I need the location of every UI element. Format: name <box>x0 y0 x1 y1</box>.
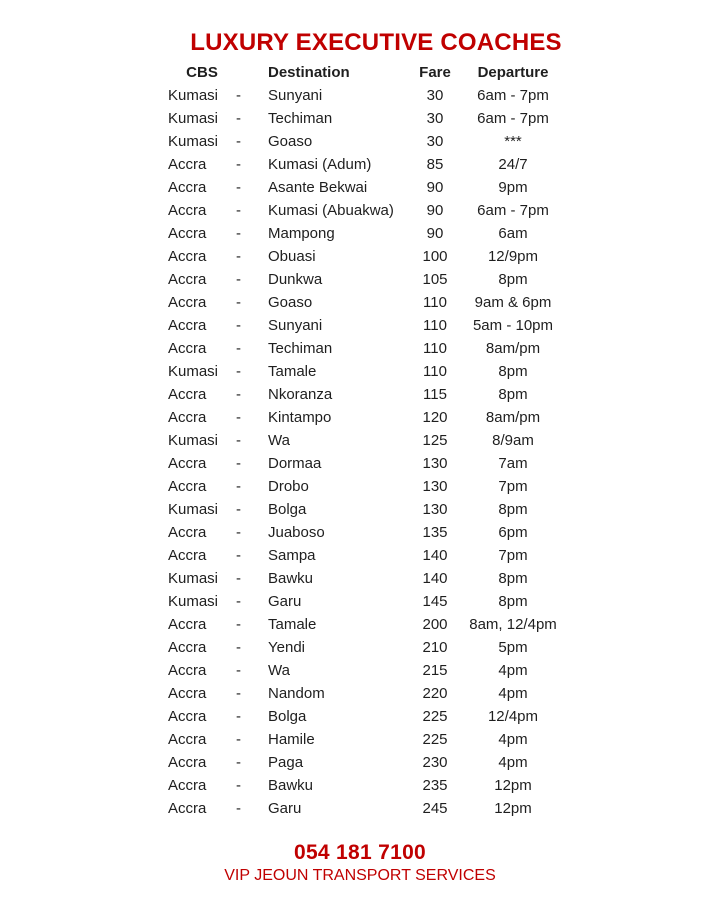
cell-destination: Goaso <box>268 133 313 150</box>
cell-cbs: Accra <box>168 409 207 426</box>
table-row <box>168 682 720 705</box>
table-row <box>168 452 720 475</box>
cell-departure: 6am <box>498 225 528 242</box>
cell-departure: 12/9pm <box>487 248 539 265</box>
cell-destination: Obuasi <box>268 248 316 265</box>
cell-departure: 8pm <box>498 501 528 518</box>
cell-fare: 215 <box>422 662 448 679</box>
cell-fare: 140 <box>422 547 448 564</box>
cell-cbs: Accra <box>168 317 207 334</box>
cell-separator: - <box>236 225 241 242</box>
cell-destination: Bolga <box>268 708 307 725</box>
cell-destination: Garu <box>268 593 302 610</box>
table-row <box>168 751 720 774</box>
cell-departure: 6pm <box>498 524 528 541</box>
cell-destination: Hamile <box>268 731 315 748</box>
table-row <box>168 613 720 636</box>
cell-separator: - <box>236 409 241 426</box>
cell-departure: 8am/pm <box>485 409 541 426</box>
cell-departure: 6am - 7pm <box>477 110 549 127</box>
cell-departure: 12pm <box>494 800 532 817</box>
header-destination: Destination <box>268 64 350 81</box>
cell-fare: 110 <box>423 317 447 334</box>
cell-destination: Techiman <box>268 340 333 357</box>
cell-fare: 100 <box>422 248 448 265</box>
company-name: VIP JEOUN TRANSPORT SERVICES <box>224 867 496 884</box>
cell-separator: - <box>236 455 241 472</box>
cell-fare: 115 <box>423 386 447 403</box>
cell-separator: - <box>236 271 241 288</box>
cell-cbs: Accra <box>168 156 207 173</box>
header-cbs: CBS <box>186 64 218 81</box>
cell-separator: - <box>236 800 241 817</box>
table-header-row <box>168 61 720 84</box>
cell-cbs: Accra <box>168 340 207 357</box>
table-row <box>168 774 720 797</box>
cell-fare: 210 <box>422 639 448 656</box>
cell-cbs: Accra <box>168 248 207 265</box>
header-departure: Departure <box>477 64 549 81</box>
cell-destination: Drobo <box>268 478 309 495</box>
cell-departure: 8pm <box>498 386 528 403</box>
cell-cbs: Accra <box>168 294 207 311</box>
cell-destination: Tamale <box>268 363 317 380</box>
cell-departure: 8/9am <box>492 432 534 449</box>
table-row <box>168 337 720 360</box>
cell-departure: 7am <box>498 455 528 472</box>
cell-separator: - <box>236 616 241 633</box>
cell-cbs: Accra <box>168 662 207 679</box>
cell-departure: 7pm <box>498 547 528 564</box>
cell-fare: 90 <box>426 225 444 242</box>
cell-fare: 220 <box>422 685 448 702</box>
cell-fare: 225 <box>422 708 448 725</box>
cell-separator: - <box>236 363 241 380</box>
cell-cbs: Kumasi <box>168 570 219 587</box>
cell-cbs: Accra <box>168 777 207 794</box>
cell-separator: - <box>236 432 241 449</box>
cell-destination: Kintampo <box>268 409 332 426</box>
cell-cbs: Accra <box>168 708 207 725</box>
table-row <box>168 406 720 429</box>
cell-separator: - <box>236 731 241 748</box>
cell-departure: 8am/pm <box>485 340 541 357</box>
cell-separator: - <box>236 685 241 702</box>
cell-destination: Yendi <box>268 639 305 656</box>
cell-destination: Juaboso <box>268 524 325 541</box>
cell-destination: Dunkwa <box>268 271 323 288</box>
cell-fare: 130 <box>422 455 448 472</box>
table-row <box>168 291 720 314</box>
cell-separator: - <box>236 294 241 311</box>
cell-departure: 4pm <box>498 731 528 748</box>
table-row <box>168 268 720 291</box>
cell-separator: - <box>236 662 241 679</box>
cell-fare: 30 <box>426 110 444 127</box>
table-row <box>168 84 720 107</box>
cell-fare: 245 <box>422 800 448 817</box>
cell-separator: - <box>236 340 241 357</box>
cell-departure: 6am - 7pm <box>477 87 549 104</box>
cell-departure: 12pm <box>494 777 532 794</box>
table-row <box>168 107 720 130</box>
table-row <box>168 360 720 383</box>
cell-cbs: Kumasi <box>168 501 219 518</box>
cell-fare: 235 <box>422 777 448 794</box>
cell-departure: 4pm <box>498 662 528 679</box>
table-row <box>168 590 720 613</box>
cell-destination: Techiman <box>268 110 333 127</box>
cell-separator: - <box>236 317 241 334</box>
table-row <box>168 383 720 406</box>
cell-fare: 125 <box>422 432 448 449</box>
cell-separator: - <box>236 386 241 403</box>
cell-cbs: Kumasi <box>168 110 219 127</box>
cell-separator: - <box>236 87 241 104</box>
cell-separator: - <box>236 179 241 196</box>
cell-fare: 145 <box>422 593 448 610</box>
cell-fare: 30 <box>426 133 444 150</box>
fare-table <box>168 61 720 820</box>
cell-destination: Asante Bekwai <box>268 179 368 196</box>
cell-separator: - <box>236 708 241 725</box>
cell-departure: 4pm <box>498 754 528 771</box>
cell-fare: 130 <box>422 478 448 495</box>
cell-separator: - <box>236 133 241 150</box>
cell-cbs: Accra <box>168 731 207 748</box>
cell-cbs: Accra <box>168 547 207 564</box>
cell-separator: - <box>236 547 241 564</box>
cell-destination: Garu <box>268 800 302 817</box>
cell-cbs: Accra <box>168 478 207 495</box>
cell-cbs: Accra <box>168 386 207 403</box>
cell-fare: 140 <box>422 570 448 587</box>
cell-fare: 90 <box>426 179 444 196</box>
cell-fare: 30 <box>426 87 444 104</box>
table-row <box>168 728 720 751</box>
cell-destination: Nandom <box>268 685 325 702</box>
cell-fare: 135 <box>422 524 448 541</box>
table-row <box>168 245 720 268</box>
header-fare: Fare <box>419 64 451 81</box>
cell-fare: 230 <box>422 754 448 771</box>
table-row <box>168 429 720 452</box>
cell-departure: 9pm <box>498 179 528 196</box>
cell-departure: 12/4pm <box>487 708 539 725</box>
cell-cbs: Accra <box>168 524 207 541</box>
cell-fare: 200 <box>422 616 448 633</box>
cell-fare: 225 <box>422 731 448 748</box>
cell-departure: 8pm <box>498 593 528 610</box>
cell-cbs: Accra <box>168 202 207 219</box>
cell-destination: Mampong <box>268 225 335 242</box>
table-row <box>168 153 720 176</box>
cell-departure: 4pm <box>498 685 528 702</box>
table-row <box>168 567 720 590</box>
cell-cbs: Kumasi <box>168 87 219 104</box>
cell-departure: 9am & 6pm <box>474 294 552 311</box>
table-row <box>168 659 720 682</box>
cell-separator: - <box>236 110 241 127</box>
cell-departure: 8pm <box>498 570 528 587</box>
cell-separator: - <box>236 593 241 610</box>
table-body <box>168 84 720 820</box>
table-row <box>168 797 720 820</box>
cell-fare: 90 <box>426 202 444 219</box>
cell-cbs: Kumasi <box>168 363 219 380</box>
cell-fare: 120 <box>422 409 448 426</box>
cell-cbs: Kumasi <box>168 133 219 150</box>
cell-cbs: Accra <box>168 225 207 242</box>
cell-separator: - <box>236 639 241 656</box>
cell-destination: Bawku <box>268 777 314 794</box>
table-row <box>168 199 720 222</box>
cell-separator: - <box>236 524 241 541</box>
table-row <box>168 314 720 337</box>
table-row <box>168 222 720 245</box>
cell-departure: 7pm <box>498 478 528 495</box>
cell-cbs: Accra <box>168 800 207 817</box>
table-row <box>168 544 720 567</box>
cell-departure: 8pm <box>498 363 528 380</box>
cell-departure: *** <box>504 133 522 150</box>
cell-destination: Nkoranza <box>268 386 333 403</box>
cell-destination: Dormaa <box>268 455 322 472</box>
cell-fare: 110 <box>423 363 447 380</box>
table-row <box>168 475 720 498</box>
cell-fare: 110 <box>423 294 447 311</box>
cell-destination: Bolga <box>268 501 307 518</box>
cell-departure: 5pm <box>498 639 528 656</box>
cell-destination: Sunyani <box>268 87 323 104</box>
cell-destination: Sunyani <box>268 317 323 334</box>
cell-cbs: Accra <box>168 179 207 196</box>
cell-cbs: Accra <box>168 455 207 472</box>
table-row <box>168 705 720 728</box>
cell-destination: Goaso <box>268 294 313 311</box>
cell-destination: Wa <box>268 662 290 679</box>
cell-cbs: Accra <box>168 754 207 771</box>
cell-fare: 130 <box>422 501 448 518</box>
cell-fare: 110 <box>423 340 447 357</box>
cell-departure: 5am - 10pm <box>472 317 554 334</box>
cell-destination: Sampa <box>268 547 316 564</box>
footer <box>0 840 720 886</box>
cell-departure: 8am, 12/4pm <box>469 616 557 633</box>
cell-destination: Bawku <box>268 570 314 587</box>
cell-separator: - <box>236 156 241 173</box>
cell-departure: 24/7 <box>498 156 528 173</box>
cell-destination: Kumasi (Abuakwa) <box>268 202 394 219</box>
table-row <box>168 521 720 544</box>
cell-separator: - <box>236 777 241 794</box>
table-row <box>168 130 720 153</box>
cell-cbs: Accra <box>168 616 207 633</box>
cell-departure: 6am - 7pm <box>477 202 549 219</box>
cell-destination: Kumasi (Adum) <box>268 156 372 173</box>
table-row <box>168 636 720 659</box>
cell-separator: - <box>236 248 241 265</box>
cell-cbs: Kumasi <box>168 432 219 449</box>
cell-separator: - <box>236 202 241 219</box>
phone-number: 054 181 7100 <box>293 841 427 864</box>
table-row <box>168 176 720 199</box>
cell-fare: 105 <box>422 271 448 288</box>
cell-cbs: Accra <box>168 639 207 656</box>
cell-destination: Paga <box>268 754 304 771</box>
page-title: LUXURY EXECUTIVE COACHES <box>190 29 562 56</box>
cell-cbs: Accra <box>168 685 207 702</box>
cell-departure: 8pm <box>498 271 528 288</box>
cell-separator: - <box>236 501 241 518</box>
cell-separator: - <box>236 478 241 495</box>
cell-separator: - <box>236 754 241 771</box>
cell-separator: - <box>236 570 241 587</box>
table-row <box>168 498 720 521</box>
cell-cbs: Accra <box>168 271 207 288</box>
cell-destination: Wa <box>268 432 290 449</box>
cell-fare: 85 <box>426 156 444 173</box>
cell-cbs: Kumasi <box>168 593 219 610</box>
cell-destination: Tamale <box>268 616 317 633</box>
